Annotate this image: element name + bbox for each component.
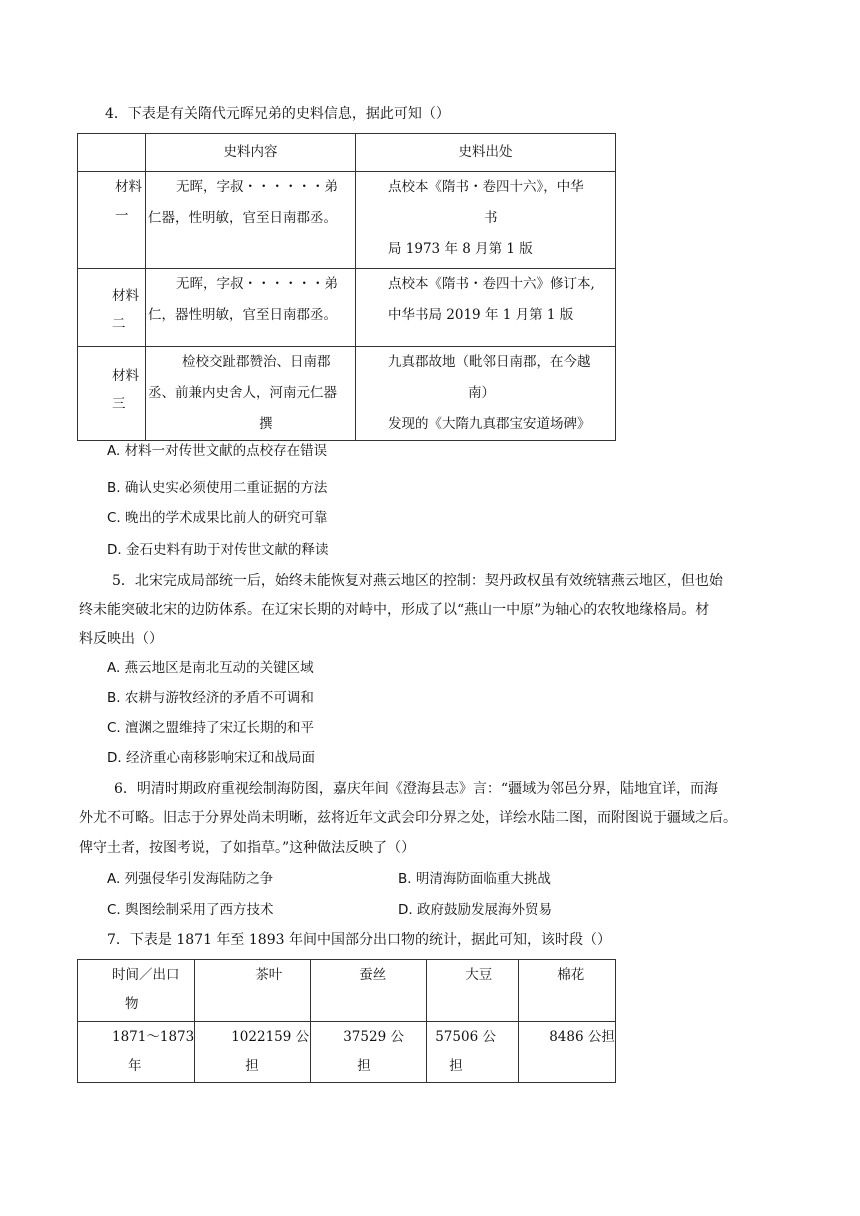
table-cell: 1022159 公 担 — [195, 1022, 311, 1083]
table-header-cell: 大豆 — [427, 960, 519, 1022]
question-4-stem: 4．下表是有关隋代元晖兄弟的史料信息，据此可知（） — [105, 106, 450, 122]
q4-option-a: A. 材料一对传世文献的点校存在错误 — [107, 443, 328, 459]
q4-option-c: C. 晚出的学术成果比前人的研究可靠 — [107, 510, 328, 526]
q5-option-a: A. 燕云地区是南北互动的关键区域 — [107, 660, 314, 676]
q6-option-b: B. 明清海防面临重大挑战 — [398, 871, 551, 887]
table-row — [78, 347, 616, 441]
q4-option-d: D. 金石史料有助于对传世文献的释读 — [107, 542, 329, 558]
question-4-table — [77, 133, 616, 441]
q6-option-c: C. 舆图绘制采用了西方技术 — [107, 902, 274, 918]
table-header-cell: 时间／出口 物 — [78, 960, 195, 1022]
table-header-cell: 史料出处 — [356, 134, 616, 172]
source-cell: 点校本《隋书・卷四十六》，中华 书 局 1973 年 8 月第 1 版 — [356, 172, 616, 269]
q4-option-b: B. 确认史实必须使用二重证据的方法 — [107, 480, 328, 496]
q6-option-a: A. 列强侵华引发海陆防之争 — [107, 871, 274, 887]
question-5-stem-line-1: 5．北宋完成局部统一后，始终未能恢复对燕云地区的控制：契丹政权虽有效统辖燕云地区，但也始 — [112, 573, 723, 589]
question-6-stem-line-3: 俾守土者，按图考说，了如指草。”这种做法反映了（） — [79, 840, 416, 856]
table-cell: 1871～1873 年 — [78, 1022, 195, 1083]
table-cell: 57506 公 担 — [427, 1022, 519, 1083]
question-6-stem-line-2: 外尤不可略。旧志于分界处尚未明晰，兹将近年文武会印分界之处，详绘水陆二图，而附图说于疆域之后。 — [79, 810, 737, 826]
source-cell: 九真郡故地（毗邻日南郡，在今越 南） 发现的《大隋九真郡宝安道场碑》 — [356, 347, 616, 441]
table-header-cell: 蚕丝 — [311, 960, 427, 1022]
q5-option-c: C. 澶渊之盟维持了宋辽长期的和平 — [107, 720, 315, 736]
row-label: 材料 一 — [78, 172, 146, 269]
question-5-stem-line-3: 料反映出（） — [79, 631, 163, 647]
table-header-cell: 茶叶 — [195, 960, 311, 1022]
table-header-cell: 史料内容 — [146, 134, 356, 172]
table-cell: 8486 公担 — [519, 1022, 616, 1083]
table-header-row — [78, 960, 616, 1022]
content-cell: 检校交趾郡赞治、日南郡 丞、前兼内史舍人，河南元仁器 撰 — [146, 347, 356, 441]
question-7-table — [77, 959, 616, 1083]
question-5-stem-line-2: 终未能突破北宋的边防体系。在辽宋长期的对峙中，形成了以“燕山一中原”为轴心的农牧地缘格局。材 — [79, 602, 710, 618]
row-label: 材料 三 — [78, 347, 146, 441]
q6-option-d: D. 政府鼓励发展海外贸易 — [398, 902, 552, 918]
q5-option-d: D. 经济重心南移影响宋辽和战局面 — [107, 750, 315, 766]
table-row — [78, 1022, 616, 1083]
table-row — [78, 172, 616, 269]
q5-option-b: B. 农耕与游牧经济的矛盾不可调和 — [107, 690, 314, 706]
table-header-row — [78, 134, 616, 172]
question-6-stem-line-1: 6．明清时期政府重视绘制海防图，嘉庆年间《澄海县志》言：“疆域为邻邑分界，陆地宜详，而海 — [114, 781, 719, 797]
table-header-cell — [78, 134, 146, 172]
row-label: 材料 二 — [78, 269, 146, 347]
content-cell: 无晖，字叔・・・・・・弟 仁器，性明敏，官至日南郡丞。 — [146, 172, 356, 269]
table-cell: 37529 公 担 — [311, 1022, 427, 1083]
table-header-cell: 棉花 — [519, 960, 616, 1022]
content-cell: 无晖，字叔・・・・・・弟 仁，器性明敏，官至日南郡丞。 — [146, 269, 356, 347]
question-7-stem: 7．下表是 1871 年至 1893 年间中国部分出口物的统计，据此可知，该时段（） — [107, 932, 611, 948]
source-cell: 点校本《隋书・卷四十六》修订本, 中华书局 2019 年 1 月第 1 版 — [356, 269, 616, 347]
table-row — [78, 269, 616, 347]
